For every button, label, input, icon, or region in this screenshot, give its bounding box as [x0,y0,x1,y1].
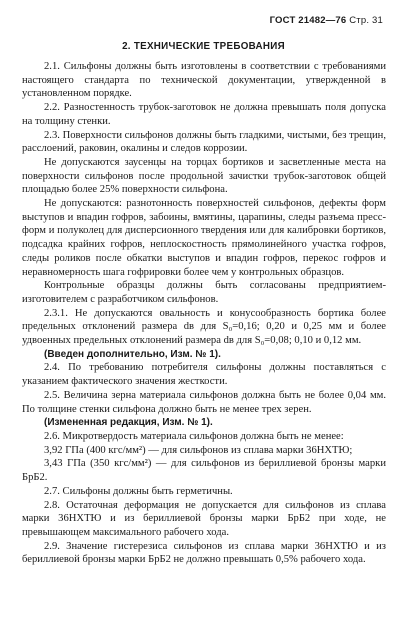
paragraph-2-9: 2.9. Значение гистерезиса сильфонов из сплава марки 36НХТЮ и из бериллиевой бронзы марки БрБ2 не должно превышать 0,5% рабочего хода. [22,540,386,566]
standard-number: ГОСТ 21482—76 [269,15,347,26]
amendment-note-added: (Введен дополнительно, Изм. № 1). [44,348,221,360]
microhardness-36nxtyu: 3,92 ГПа (400 кгс/мм²) — для сильфонов из сплава марки 36НХТЮ; [44,444,353,456]
paragraph-2-3: 2.3. Поверхности сильфонов должны быть гладкими, чистыми, без трещин, расслоений, раковин, окалины и следов коррозии. [22,129,386,155]
page-header [270,14,383,28]
paragraph-2-5: 2.5. Величина зерна материала сильфонов должна быть не более 0,04 мм. По толщине стенки сильфона должно быть не менее трех зерен. [22,389,386,415]
paragraph-control-samples: Контрольные образцы должны быть согласованы предприятием-изготовителем с разработчиком сильфонов. [22,280,386,305]
paragraph-2-6: 2.6. Микротвердость материала сильфонов должна быть не менее: [44,430,344,442]
paragraph-2-3-1: 2.3.1. Не допускаются овальность и конусообразность бортика более предельных отклонений размера dв для S₀=0,16; 0,20 и 0,25 мм и более удвоенных предельных отклонений размера dв для S₀=0,08; 0,10 и 0,12 мм. [22,307,386,347]
page-number: Стр. 31 [349,15,383,26]
microhardness-brb2: 3,43 ГПа (350 кгс/мм²) — для сильфонов из бериллиевой бронзы марки БрБ2. [22,458,386,484]
paragraph-2-8: 2.8. Остаточная деформация не допускается для сильфонов из сплава марки 36НХТЮ и из бериллиевой бронзы марки БрБ2 при ходе, не превышающем максимального рабочего хода. [22,499,386,538]
paragraph-burrs: Не допускаются заусенцы на торцах бортиков и засветленные места на поверхности сильфонов после продольной зачистки трубок-заготовок общей площадью более 25% поверхности сильфона. [22,156,386,196]
paragraph-2-2: 2.2. Разностенность трубок-заготовок не должна превышать поля допуска на толщину стенки. [22,102,386,127]
paragraph-2-1: 2.1. Сильфоны должны быть изготовлены в соответствии с требованиями настоящего стандарта по технической документации, утвержденной в установленном порядке. [22,61,386,100]
document-body [22,60,386,567]
paragraph-2-4: 2.4. По требованию потребителя сильфоны должны поставляться с указанием фактического значения жесткости. [22,362,386,388]
section-title: 2. ТЕХНИЧЕСКИЕ ТРЕБОВАНИЯ [122,41,285,52]
paragraph-defects: Не допускаются: разнотонность поверхностей сильфонов, дефекты форм выступов и впадин гофров, забоины, вмятины, царапины, следы разъема пресс-форм и полуколец для дисперсионного твердения или для калибровки бортиков, подсадка крайних гофров, неплоскостность прямолинейного участка гофров, следы роликов после обкатки выступов и впадин гофров, перекос гофров и неравномерность шага гофрировки более чем у контрольных образцов. [22,198,386,278]
paragraph-2-7: 2.7. Сильфоны должны быть герметичны. [44,485,233,497]
amendment-note-revised: (Измененная редакция, Изм. № 1). [44,417,213,429]
